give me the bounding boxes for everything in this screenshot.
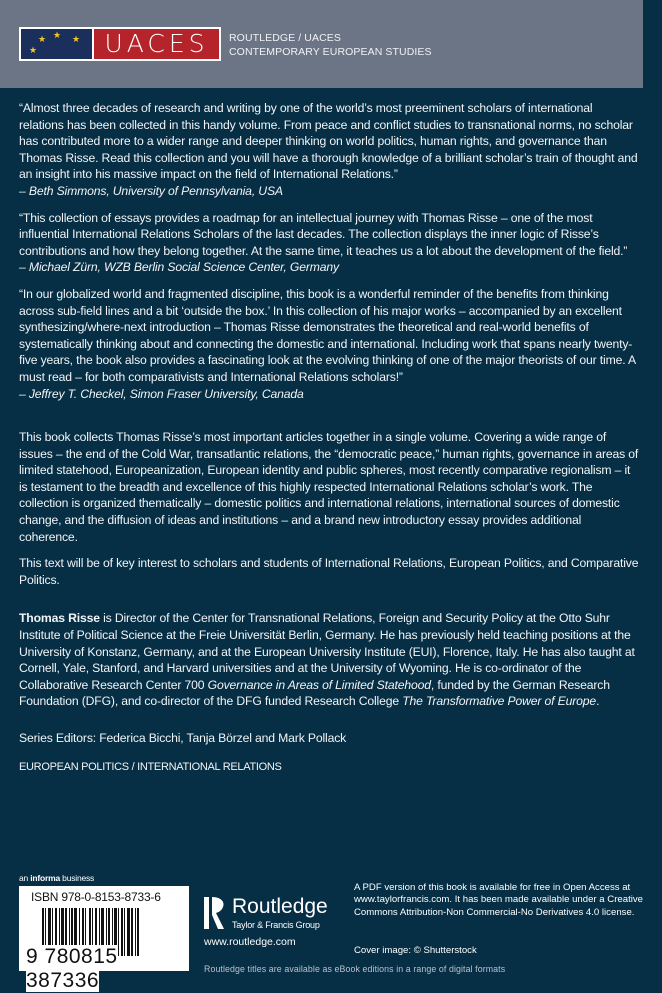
quote-text: “In our globalized world and fragmented discipline, this book is a wonderful reminder of the benefits from thinking across sub-field lines and a bit ‘outside the box.’ In this collection of his major works – accompanied by an excellent synthesizing/where-next introduction – Thomas Risse demonstrates the theoretical and real-world benefits of systematically thinking about and connecting the domestic and international. Including work that spans nearly twenty-five years, the book also provides a fascinating look at the evolving thinking of one of the major theorists of our time. A must read – for both comparativists and International Relations scholars!” <box>19 286 636 384</box>
publisher-name: Routledge <box>232 895 328 918</box>
informa-brand: informa <box>30 873 60 883</box>
isbn-label: ISBN 978-0-8153-8733-6 <box>31 890 161 904</box>
bio-italic-title: The Transformative Power of Europe <box>402 694 597 709</box>
subject-category: EUROPEAN POLITICS / INTERNATIONAL RELATIONS <box>19 760 282 773</box>
informa-suffix: business <box>60 873 95 883</box>
bio-text: is Director of the Center for Transnational Relations, Foreign and Security Policy at the Otto Suhr Institute of Political Science at the Freie Universität Berlin, Germany. He has previously held teaching positions at the University of Konstanz, Germany, and at the European University Institute (EUI), Florence, Italy. He has also taught at Cornell, Yale, Stanford, and Harvard universities and at the University of Wyoming. He is co-ordinator of the Collaborative Research Center 700 <box>19 611 635 692</box>
bio-text: . <box>596 694 600 709</box>
cover-image-credit: Cover image: © Shutterstock <box>354 945 477 956</box>
series-line-1: ROUTLEDGE / UACES <box>229 32 341 44</box>
book-description <box>19 429 639 588</box>
series-header-band <box>0 0 643 88</box>
series-line-2: CONTEMPORARY EUROPEAN STUDIES <box>229 46 432 58</box>
author-name: Thomas Risse <box>19 611 100 626</box>
eu-stars-icon: ★ ★ ★ ★ <box>21 29 92 59</box>
isbn-digits: 9 780815 387336 <box>26 945 118 992</box>
quote-text: “Almost three decades of research and writing by one of the world’s most preeminent scholars of international relations has been collected in this handy volume. From peace and conflict studies to transnational norms, no scholar has contributed more to a wider range and deeper thinking on world politics, human rights, and governance than Thomas Risse. Read this collection and you will have a thorough knowledge of a brilliant scholar’s train of thought and an insight into his massive impact on the field of International Relations.” <box>19 101 638 182</box>
bio-text: , funded by the German Research Foundation (DFG), and co-director of the DFG funded Research College <box>19 677 610 709</box>
isbn-barcode <box>19 886 189 992</box>
quote-text: “This collection of essays provides a roadmap for an intellectual journey with Thomas Risse – one of the most influential International Relations Scholars of the last decades. The collection displays the inner logic of Risse’s contributions and how they belong together. At the same time, it teaches us a lot about the development of the field.” <box>19 210 628 258</box>
back-cover-content <box>19 100 639 775</box>
open-access-note: A PDF version of this book is available for free in Open Access at www.taylorfrancis.com. It has been made available under a Creative Commons Attribution-Non Commercial-No Derivatives 4.0 license. <box>354 882 644 918</box>
informa-tagline <box>19 873 94 883</box>
routledge-logo <box>204 895 328 931</box>
ebook-availability: Routledge titles are available as eBook editions in a range of digital formats <box>204 964 506 974</box>
series-title <box>229 31 432 59</box>
quote-attribution: – Beth Simmons, University of Pennsylvania, USA <box>19 183 283 198</box>
publisher-url[interactable]: www.routledge.com <box>204 936 296 948</box>
uaces-wordmark: UACES <box>94 29 219 59</box>
audience-paragraph: This text will be of key interest to scholars and students of International Relations, European Politics, and Comparative Politics. <box>19 556 639 587</box>
uaces-logo <box>19 27 221 61</box>
endorsement-quote <box>19 286 639 402</box>
bio-italic-title: Governance in Areas of Limited Statehood <box>207 677 431 692</box>
routledge-r-icon <box>204 895 226 931</box>
publisher-group: Taylor & Francis Group <box>232 920 320 930</box>
quote-attribution: – Jeffrey T. Checkel, Simon Fraser University, Canada <box>19 386 304 401</box>
series-editors: Series Editors: Federica Bicchi, Tanja Börzel and Mark Pollack <box>19 731 347 745</box>
quote-attribution: – Michael Zürn, WZB Berlin Social Science Center, Germany <box>19 260 339 275</box>
author-bio <box>19 610 639 710</box>
endorsement-quote <box>19 210 639 276</box>
description-paragraph: This book collects Thomas Risse’s most important articles together in a single volume. Covering a wide range of issues – the end of the Cold War, transatlantic relations, the “democratic peace,” human rights, governance in areas of limited statehood, Europeanization, European identity and public spheres, most recently comparative regionalism – it is testament to the breadth and excellence of this highly respected International Relations scholar’s work. The collection is organized thematically – domestic politics and international relations, international sources of domestic change, and the diffusion of ideas and institutions – and a brand new introductory essay provides additional coherence. <box>19 430 639 544</box>
endorsement-quote <box>19 100 639 200</box>
isbn-number <box>26 945 189 993</box>
informa-prefix: an <box>19 873 31 883</box>
